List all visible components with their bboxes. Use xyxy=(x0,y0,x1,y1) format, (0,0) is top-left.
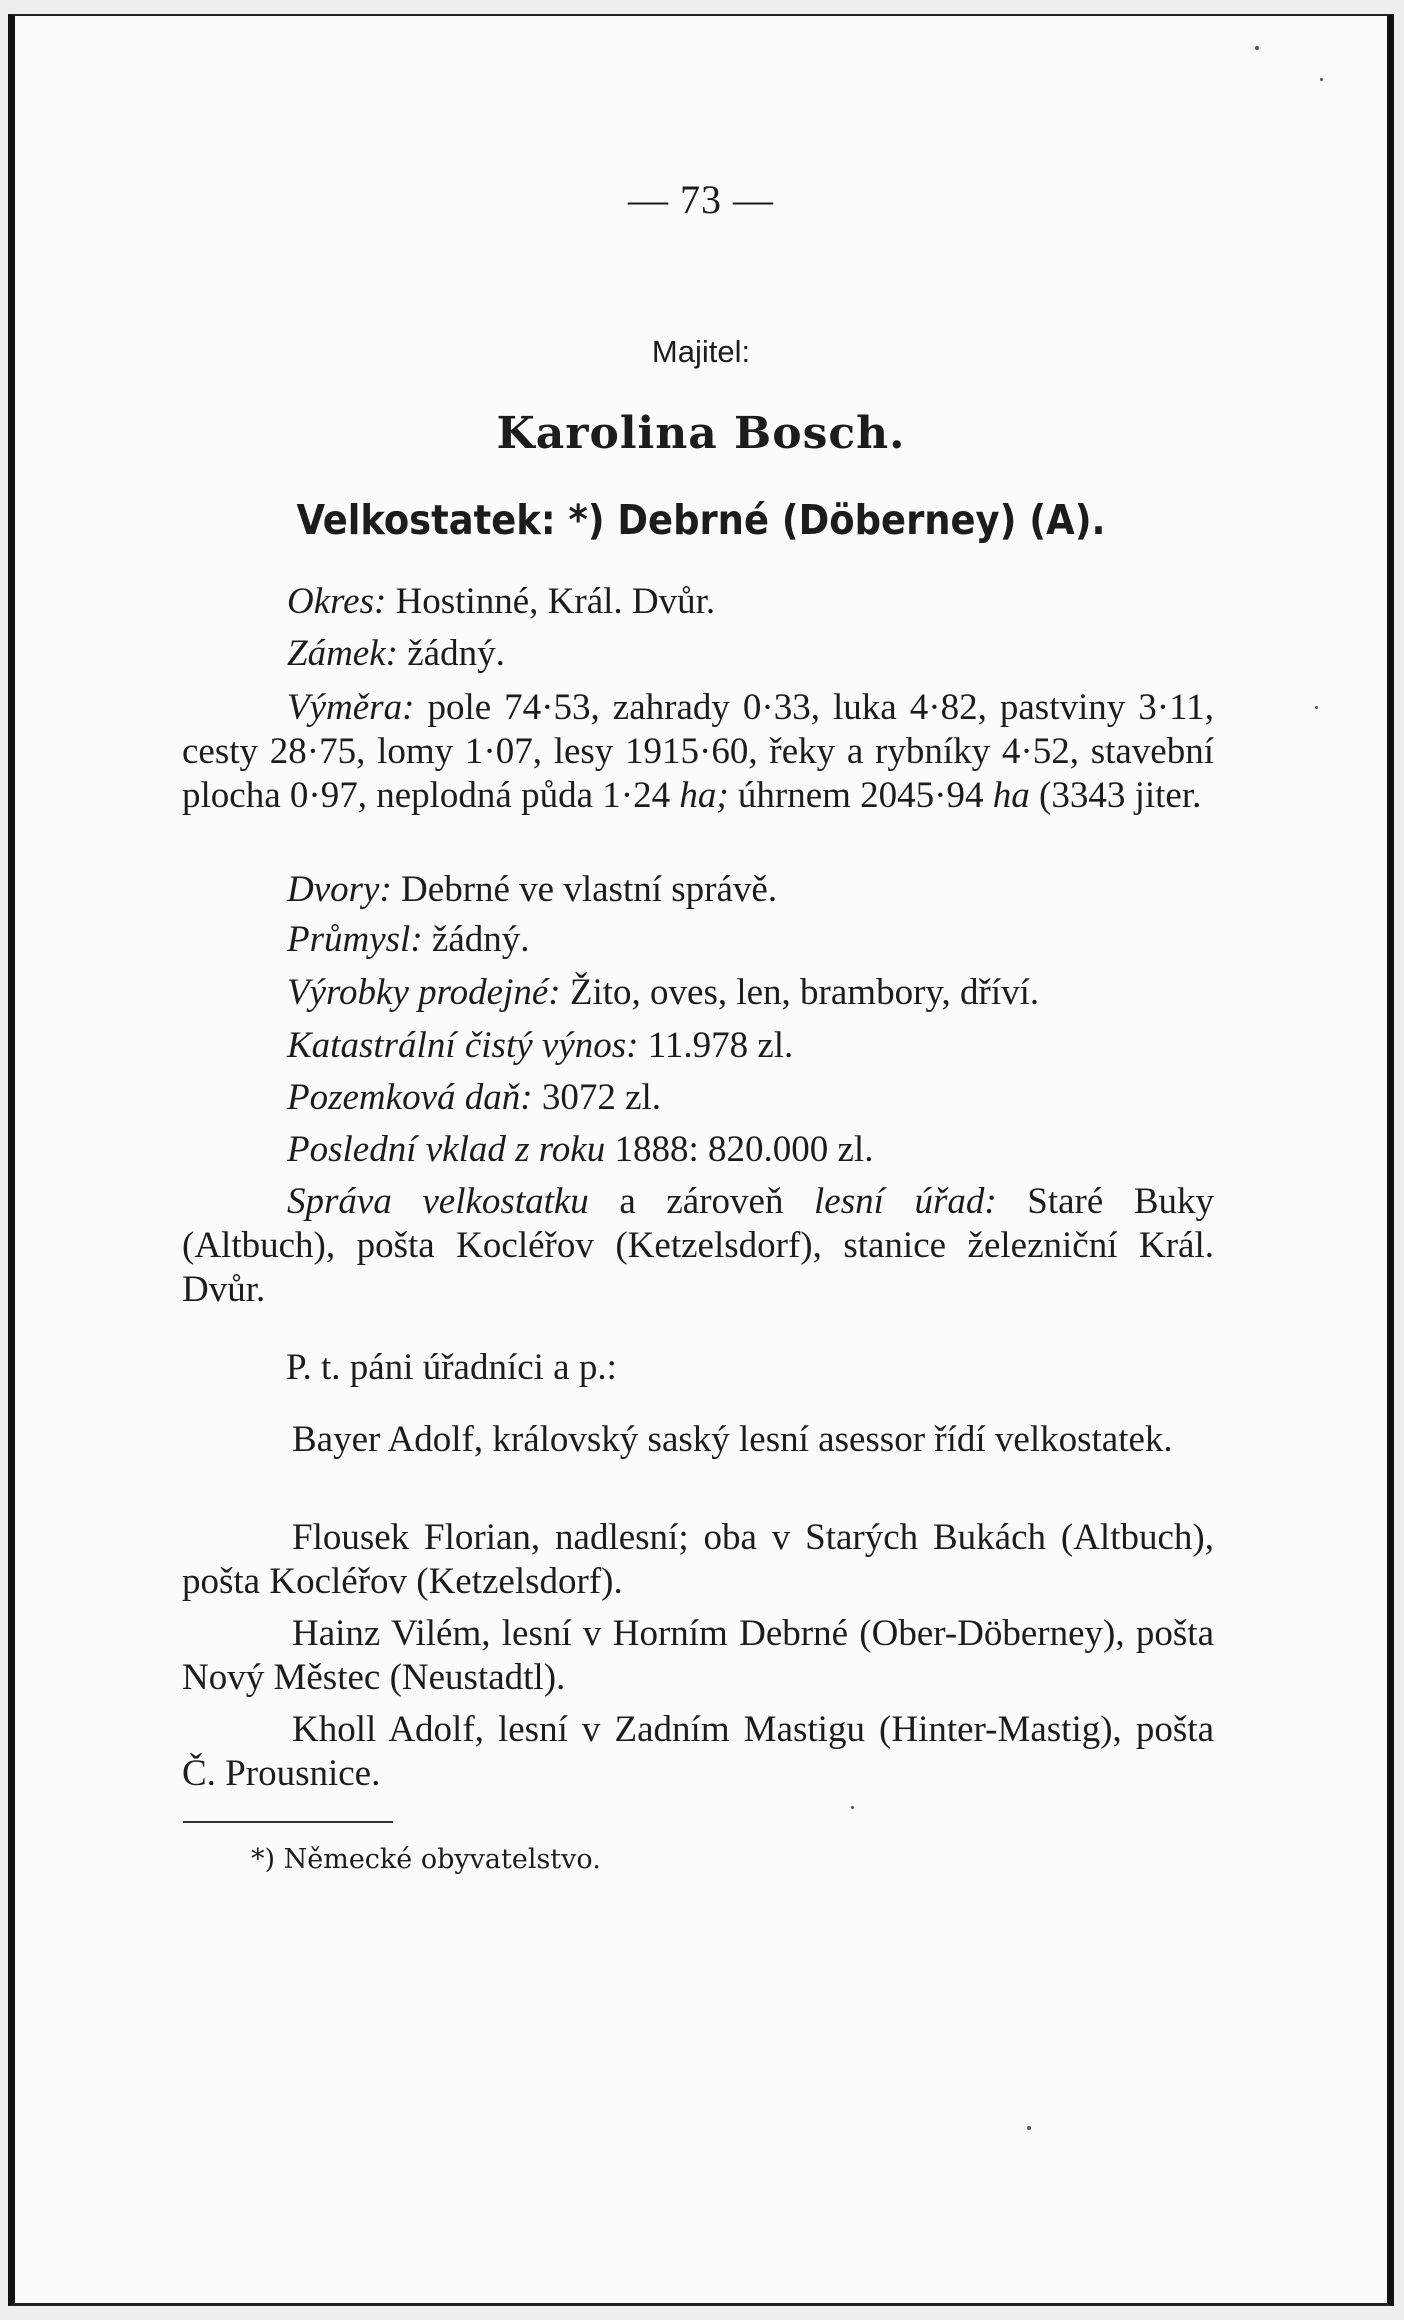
owner-name: Karolina Bosch. xyxy=(496,408,906,459)
prumysl-value: žádný. xyxy=(431,919,530,960)
prumysl-label: Průmysl: xyxy=(287,919,423,960)
okres-label: Okres: xyxy=(287,581,387,622)
scan-speck xyxy=(1315,706,1318,709)
vymera-text1: pole 74·53, zahrady 0·33, luka 4·82, pastviny 3·11, cesty 28·75, lomy 1·07, lesy 1915·60, řeky a rybníky 4·52, stavební plocha 0·97, neplodná půda 1·24 xyxy=(182,687,1214,816)
official-entry: Hainz Vilém, lesní v Horním Debrné (Ober-Döberney), pošta Nový Městec (Neustadtl). xyxy=(182,1613,1214,1698)
katastr-value: 11.978 zl. xyxy=(647,1025,794,1066)
estate-heading xyxy=(15,496,1387,544)
sprava-value: Staré Buky (Altbuch), pošta Kocléřov (Ketzelsdorf), stanice železniční Král. Dvůr. xyxy=(182,1181,1215,1310)
vymera-paragraph xyxy=(182,686,1214,818)
dvory-label: Dvory: xyxy=(287,869,392,910)
officials-heading: P. t. páni úřadníci a p.: xyxy=(286,1347,617,1388)
vymera-text3: (3343 jiter. xyxy=(1039,775,1202,816)
estate-prefix: Velkostatek: xyxy=(296,496,556,544)
vymera-unit1: ha; xyxy=(679,775,729,816)
vklad-label: Poslední vklad z roku xyxy=(287,1129,606,1170)
official-entry: Kholl Adolf, lesní v Zadním Mastigu (Hinter-Mastig), pošta Č. Prousnice. xyxy=(182,1709,1214,1794)
vymera-text2: úhrnem 2045·94 xyxy=(737,775,984,816)
book-page xyxy=(8,14,1394,2306)
scan-speck xyxy=(851,1806,854,1809)
dan-value: 3072 zl. xyxy=(541,1077,662,1118)
dvory-line xyxy=(182,868,1214,912)
vymera-label: Výměra: xyxy=(287,687,415,728)
footnote: *) Německé obyvatelstvo. xyxy=(251,1844,601,1875)
footnote-mark: *) xyxy=(568,496,605,544)
footnote-divider xyxy=(183,1821,393,1823)
sprava-conj: a zároveň xyxy=(619,1181,784,1222)
scan-speck xyxy=(1255,46,1259,50)
dan-label: Pozemková daň: xyxy=(287,1077,533,1118)
vyrobky-label: Výrobky prodejné: xyxy=(287,972,561,1013)
dan-line xyxy=(182,1076,1214,1120)
vymera-unit2: ha xyxy=(992,775,1030,816)
katastr-line xyxy=(182,1024,1214,1068)
official-entry: Bayer Adolf, královský saský lesní asessor řídí velkostatek. xyxy=(292,1419,1173,1460)
okres-line xyxy=(182,580,1214,624)
estate-name: Debrné (Döberney) (A). xyxy=(617,496,1106,544)
okres-value: Hostinné, Král. Dvůr. xyxy=(395,581,716,622)
scan-speck xyxy=(1320,78,1323,81)
vyrobky-value: Žito, oves, len, brambory, dříví. xyxy=(569,972,1040,1013)
official-entry: Flousek Florian, nadlesní; oba v Starých Bukách (Altbuch), pošta Kocléřov (Ketzelsdorf). xyxy=(182,1517,1214,1602)
prumysl-line xyxy=(182,918,1214,962)
sprava-label: Správa velkostatku xyxy=(287,1181,589,1222)
zamek-value: žádný. xyxy=(407,633,505,674)
vyrobky-line xyxy=(182,971,1214,1015)
vklad-line xyxy=(182,1128,1214,1172)
scan-speck xyxy=(1027,2126,1031,2130)
sprava-label2: lesní úřad: xyxy=(814,1181,997,1222)
owner-label: Majitel: xyxy=(651,334,751,369)
page-number: — 73 — xyxy=(628,177,774,222)
dvory-value: Debrné ve vlastní správě. xyxy=(401,869,778,910)
sprava-paragraph xyxy=(182,1180,1214,1312)
vklad-value: 1888: 820.000 zl. xyxy=(614,1129,874,1170)
zamek-label: Zámek: xyxy=(287,633,398,674)
katastr-label: Katastrální čistý výnos: xyxy=(287,1025,639,1066)
zamek-line xyxy=(182,632,1214,676)
